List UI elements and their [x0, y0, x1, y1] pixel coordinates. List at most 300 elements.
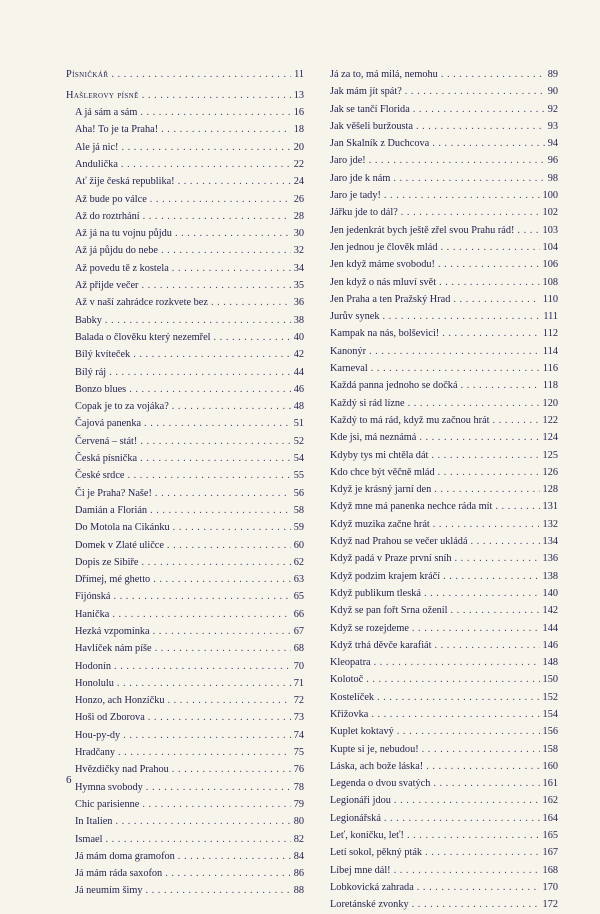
dot-leader [384, 187, 540, 204]
dot-leader [495, 498, 539, 515]
dot-leader [129, 381, 291, 398]
toc-entry-page: 124 [542, 432, 558, 444]
toc-entry-page: 111 [543, 311, 558, 323]
toc-entry-page: 142 [542, 605, 558, 617]
dot-leader [424, 585, 540, 602]
dot-leader [382, 308, 540, 325]
toc-entry-title: Hodonín [75, 660, 112, 672]
dot-leader [153, 571, 290, 588]
toc-entry-title: Když se rozejdeme [330, 622, 409, 634]
toc-entry [66, 260, 304, 277]
toc-entry [330, 447, 558, 464]
toc-entry-page: 90 [547, 86, 558, 98]
dot-leader [168, 692, 291, 709]
dot-leader [150, 502, 291, 519]
toc-entry-title: Když muzika začne hrát [330, 518, 430, 530]
toc-entry-page: 89 [547, 69, 558, 80]
toc-entry-title: Jaro jde k nám [330, 172, 391, 184]
toc-entry-page: 102 [542, 207, 558, 219]
toc-entry-title: Já za to, má milá, nemohu [330, 69, 438, 80]
toc-entry-title: Kleopatra [330, 657, 371, 669]
toc-right-column [330, 66, 558, 914]
toc-entry-title: Honolulu [75, 677, 114, 689]
toc-entry-title: Jářku jde to dál? [330, 207, 398, 219]
dot-leader [178, 848, 291, 865]
toc-entry-page: 131 [542, 501, 558, 513]
toc-entry-title: Já neumím šimy [75, 885, 143, 897]
toc-entry [66, 606, 304, 623]
dot-leader [451, 602, 540, 619]
toc-entry [330, 637, 558, 654]
toc-entry-title: Či je Praha? Naše! [75, 487, 152, 499]
toc-entry-page: 100 [542, 190, 558, 202]
toc-entry-page: 54 [293, 453, 304, 465]
toc-entry-title: Jaro je tady! [330, 190, 381, 202]
toc-entry-page: 128 [542, 484, 558, 496]
toc-entry-title: Jen když o nás mluví svět [330, 276, 437, 288]
toc-entry-page: 118 [542, 380, 558, 392]
toc-entry-page: 162 [542, 795, 558, 807]
toc-entry-page: 68 [293, 643, 304, 655]
toc-entry [66, 415, 304, 432]
toc-entry-page: 154 [542, 708, 558, 720]
dot-leader [133, 346, 291, 363]
toc-entry [330, 654, 558, 671]
toc-entry-title: Legionářská [330, 812, 381, 824]
toc-entry [330, 810, 558, 827]
toc-entry-title: Jen Praha a ten Pražský Hrad [330, 293, 451, 305]
toc-entry-page: 138 [542, 570, 558, 582]
toc-entry [330, 291, 558, 308]
toc-entry-title: Andulička [75, 158, 118, 170]
toc-entry-page: 55 [293, 470, 304, 482]
toc-entry [330, 533, 558, 550]
toc-entry-title: Jan Skalník z Duchcova [330, 138, 430, 150]
dot-leader [165, 865, 290, 882]
toc-entry-page: 42 [293, 349, 304, 361]
toc-entry-title: Každý to má rád, když mu začnou hrát [330, 414, 490, 426]
dot-leader [105, 312, 291, 329]
dot-leader [433, 775, 539, 792]
dot-leader [432, 135, 544, 152]
toc-entry-title: Když nad Prahou se večer ukládá [330, 536, 468, 548]
dot-leader [461, 377, 540, 394]
dot-leader [405, 83, 545, 100]
toc-entry-page: 59 [293, 522, 304, 534]
toc-entry [66, 277, 304, 294]
toc-entry-page: 103 [542, 224, 558, 236]
toc-entry-title: Až já na tu vojnu půjdu [75, 228, 172, 240]
toc-entry-title: Jen když máme svobodu! [330, 259, 435, 271]
dot-leader [161, 242, 291, 259]
toc-entry-title: Ať žije česká republika! [75, 176, 175, 188]
toc-entry-title: Domek v Zlaté uličce [75, 539, 164, 551]
dot-leader [117, 675, 291, 692]
toc-entry-page: 46 [293, 383, 304, 395]
dot-leader [443, 568, 539, 585]
toc-entry-title: Hradčany [75, 747, 116, 759]
toc-entry-page: 126 [542, 466, 558, 478]
toc-entry-title: Kampak na nás, bolševici! [330, 328, 440, 340]
dot-leader [401, 204, 540, 221]
toc-entry [330, 844, 558, 861]
dot-leader [438, 256, 540, 273]
toc-entry-page: 116 [542, 363, 558, 375]
toc-entry-page: 140 [542, 587, 558, 599]
toc-entry-page: 167 [542, 847, 558, 859]
toc-entry-title: Křižovka [330, 708, 369, 720]
toc-entry-page: 80 [293, 816, 304, 828]
dot-leader [121, 139, 290, 156]
toc-entry-title: Láska, ach bože láska! [330, 760, 424, 772]
toc-left-column [66, 66, 304, 900]
toc-entry [66, 294, 304, 311]
toc-entry-title: Leť, koníčku, leť! [330, 830, 404, 842]
dot-leader [111, 66, 291, 83]
toc-entry-title: Jurův synek [330, 311, 380, 323]
toc-entry [330, 274, 558, 291]
toc-entry [66, 467, 304, 484]
toc-entry-page: 76 [293, 764, 304, 776]
toc-entry-page: 160 [542, 760, 558, 772]
toc-entry-page: 60 [293, 539, 304, 551]
toc-entry-title: Lobkovická zahrada [330, 881, 414, 893]
toc-entry [66, 139, 304, 156]
toc-entry-title: Jak mám jít spát? [330, 86, 402, 98]
dot-leader [115, 813, 290, 830]
dot-leader [153, 623, 291, 640]
toc-entry [66, 537, 304, 554]
toc-entry-title: Balada o člověku který nezemřel [75, 331, 211, 343]
toc-entry-page: 62 [293, 556, 304, 568]
dot-leader [413, 101, 545, 118]
dot-leader [142, 87, 291, 104]
toc-entry-title: Hezká vzpomínka [75, 626, 150, 637]
toc-entry-title: Kanonýr [330, 345, 367, 357]
dot-leader [471, 533, 540, 550]
toc-entry [330, 204, 558, 221]
toc-entry [66, 346, 304, 363]
toc-entry-title: Karneval [330, 363, 368, 375]
toc-entry [330, 308, 558, 325]
toc-entry-title: Aha! To je ta Praha! [75, 124, 159, 136]
toc-entry-page: 70 [293, 660, 304, 672]
toc-entry-title: Babky [75, 314, 102, 326]
toc-entry-page: 58 [293, 504, 304, 516]
toc-entry-page: 152 [542, 691, 558, 703]
toc-entry-page: 66 [293, 608, 304, 620]
toc-entry [330, 706, 558, 723]
toc-entry-page: 136 [542, 553, 558, 565]
toc-entry-page: 146 [542, 639, 558, 651]
dot-leader [426, 758, 539, 775]
dot-leader [123, 727, 291, 744]
toc-entry [66, 882, 304, 899]
dot-leader [493, 412, 540, 429]
toc-entry-page: 110 [542, 293, 558, 305]
toc-entry-title: Hvězdičky nad Prahou [75, 764, 169, 776]
toc-entry [330, 429, 558, 446]
dot-leader [408, 395, 540, 412]
toc-entry-page: 82 [293, 833, 304, 845]
dot-leader [146, 882, 291, 899]
toc-entry-title: Když padá v Praze první sníh [330, 553, 452, 565]
dot-leader [377, 689, 540, 706]
toc-entry-page: 158 [542, 743, 558, 755]
toc-entry-page: 75 [293, 747, 304, 759]
toc-entry-title: Letí sokol, pěkný pták [330, 847, 423, 859]
toc-entry-title: Když je krásný jarní den [330, 484, 432, 496]
dot-leader [155, 640, 291, 657]
toc-entry [66, 779, 304, 796]
dot-leader [142, 796, 290, 813]
dot-leader [369, 152, 545, 169]
toc-entry [66, 796, 304, 813]
dot-leader [441, 239, 540, 256]
toc-entry-title: Jaro jde! [330, 155, 366, 167]
toc-entry-page: 51 [293, 418, 304, 430]
dot-leader [431, 447, 539, 464]
toc-entry [66, 675, 304, 692]
toc-entry [330, 343, 558, 360]
dot-leader [112, 606, 290, 623]
toc-entry-title: Česká písnička [75, 453, 138, 465]
toc-entry [330, 550, 558, 567]
toc-entry-page: 134 [542, 536, 558, 548]
toc-entry [66, 398, 304, 415]
toc-entry-title: Jak se tančí Florida [330, 103, 410, 115]
dot-leader [113, 588, 290, 605]
toc-entry-title: České srdce [75, 470, 125, 482]
toc-entry-title: Bílý ráj [75, 366, 107, 378]
toc-entry [66, 865, 304, 882]
toc-entry [66, 381, 304, 398]
dot-leader [172, 761, 291, 778]
toc-entry-page: 79 [293, 798, 304, 810]
toc-entry [66, 709, 304, 726]
toc-entry [66, 156, 304, 173]
dot-leader [178, 173, 291, 190]
dot-leader [384, 810, 540, 827]
toc-entry [330, 187, 558, 204]
dot-leader [453, 291, 540, 308]
toc-entry-title: Písničkář [66, 69, 109, 80]
toc-entry-title: Havlíček nám píše [75, 643, 152, 655]
dot-leader [394, 862, 540, 879]
toc-entry-page: 44 [293, 366, 304, 378]
toc-entry [330, 758, 558, 775]
toc-entry [66, 364, 304, 381]
toc-entry-page: 36 [293, 297, 304, 309]
toc-entry-page: 104 [542, 241, 558, 253]
toc-entry [330, 239, 558, 256]
toc-entry-title: Já mám ráda saxofon [75, 868, 163, 880]
toc-entry-page: 98 [547, 172, 558, 184]
toc-entry [330, 862, 558, 879]
dot-leader [172, 260, 291, 277]
dot-leader [438, 464, 540, 481]
toc-entry-title: In Italien [75, 816, 113, 828]
toc-entry-page: 52 [293, 435, 304, 447]
toc-entry-page: 132 [542, 518, 558, 530]
dot-leader [140, 450, 291, 467]
toc-entry-page: 164 [542, 812, 558, 824]
toc-entry [330, 464, 558, 481]
toc-entry-title: Legenda o dvou svatých [330, 778, 431, 790]
toc-entry-title: Kdo chce být věčně mlád [330, 466, 435, 478]
toc-entry-title: Jen jedenkrát bych ještě zřel svou Prahu rád! [330, 224, 515, 236]
dot-leader [161, 121, 291, 138]
toc-entry-page: 165 [542, 830, 558, 842]
toc-entry-title: Až přijde večer [75, 280, 139, 292]
toc-entry-title: Ismael [75, 833, 103, 845]
toc-entry [66, 588, 304, 605]
toc-entry-title: Hanička [75, 608, 110, 620]
toc-entry-page: 22 [293, 158, 304, 170]
dot-leader [214, 329, 291, 346]
toc-entry-page: 86 [293, 868, 304, 880]
dot-leader [397, 723, 540, 740]
toc-entry [330, 360, 558, 377]
toc-entry-title: Kuplet koktavý [330, 726, 394, 738]
toc-entry-page: 122 [542, 414, 558, 426]
dot-leader [442, 325, 540, 342]
toc-entry [330, 516, 558, 533]
dot-leader [172, 398, 291, 415]
dot-leader [109, 364, 291, 381]
toc-entry-page: 72 [293, 695, 304, 707]
toc-entry [66, 848, 304, 865]
toc-entry [330, 689, 558, 706]
toc-entry-page: 156 [542, 726, 558, 738]
toc-entry-page: 38 [293, 314, 304, 326]
toc-entry [66, 242, 304, 259]
toc-entry [66, 121, 304, 138]
toc-entry-title: Dřímej, mé ghetto [75, 574, 151, 586]
toc-entry-title: Honzo, ach Honzíčku [75, 695, 165, 707]
toc-entry-page: 74 [293, 729, 304, 741]
toc-entry-title: Bonzo blues [75, 383, 127, 395]
toc-entry-title: Ale já nic! [75, 141, 119, 153]
dot-leader [141, 277, 290, 294]
toc-entry [66, 640, 304, 657]
toc-entry [66, 329, 304, 346]
toc-entry-title: Až povedu tě z kostela [75, 262, 169, 274]
toc-entry-title: Když publikum tleská [330, 587, 421, 599]
toc-entry [330, 395, 558, 412]
toc-entry-title: Kolotoč [330, 674, 364, 686]
toc-entry-page: 94 [547, 138, 558, 150]
toc-entry-page: 92 [547, 103, 558, 115]
toc-entry [66, 104, 304, 121]
toc-entry [330, 792, 558, 809]
toc-entry [66, 658, 304, 675]
toc-entry-title: Hou-py-dy [75, 729, 121, 741]
toc-entry-title: Legionáři jdou [330, 795, 391, 807]
toc-entry [66, 66, 304, 83]
dot-leader [167, 537, 291, 554]
toc-entry-title: Kdyby tys mi chtěla dát [330, 449, 429, 461]
toc-entry-title: Já mám doma gramofon [75, 850, 175, 862]
toc-entry-title: Když se pan fořt Srna oženil [330, 605, 448, 617]
toc-entry [66, 208, 304, 225]
dot-leader [374, 654, 540, 671]
toc-entry [330, 101, 558, 118]
dot-leader [422, 741, 540, 758]
toc-entry-title: Až do roztrhání [75, 210, 140, 222]
toc-entry [66, 225, 304, 242]
toc-entry-title: A já sám a sám [75, 107, 138, 119]
toc-entry-title: Až v naší zahrádce rozkvete bez [75, 297, 208, 309]
dot-leader [412, 620, 540, 637]
dot-leader [173, 519, 291, 536]
dot-leader [441, 66, 545, 83]
toc-entry [66, 450, 304, 467]
toc-entry [66, 813, 304, 830]
toc-entry-page: 84 [293, 850, 304, 862]
toc-entry-page: 96 [547, 155, 558, 167]
toc-entry-page: 71 [293, 677, 304, 689]
dot-leader [118, 744, 291, 761]
dot-leader [105, 831, 290, 848]
toc-entry-page: 13 [293, 89, 304, 101]
dot-leader [407, 827, 540, 844]
toc-entry-page: 28 [293, 210, 304, 222]
dot-leader [369, 343, 540, 360]
toc-entry-page: 93 [547, 120, 558, 132]
toc-entry [330, 585, 558, 602]
toc-entry-title: Až bude po válce [75, 193, 147, 205]
toc-entry [330, 222, 558, 239]
toc-entry-title: Když trhá děvče karafiát [330, 639, 432, 651]
toc-entry-page: 26 [293, 193, 304, 205]
toc-entry-page: 120 [542, 397, 558, 409]
dot-leader [393, 170, 544, 187]
dot-leader [425, 844, 539, 861]
toc-entry-page: 35 [293, 280, 304, 292]
toc-entry [330, 827, 558, 844]
toc-entry-title: Každý si rád lízne [330, 397, 405, 409]
dot-leader [416, 118, 545, 135]
toc-entry [330, 66, 558, 83]
dot-leader [114, 658, 291, 675]
toc-entry-page: 18 [293, 124, 304, 136]
toc-entry [330, 118, 558, 135]
dot-leader [148, 709, 291, 726]
toc-entry-title: Dopis ze Sibiře [75, 556, 139, 568]
toc-entry [330, 723, 558, 740]
toc-entry-title: Copak je to za vojáka? [75, 401, 169, 413]
toc-entry [330, 135, 558, 152]
toc-entry [66, 485, 304, 502]
toc-entry [330, 620, 558, 637]
dot-leader [434, 481, 539, 498]
toc-entry-page: 32 [293, 245, 304, 257]
toc-entry [330, 256, 558, 273]
toc-entry [66, 571, 304, 588]
dot-leader [439, 274, 539, 291]
toc-entry-page: 144 [542, 622, 558, 634]
toc-entry-page: 125 [542, 449, 558, 461]
toc-entry-title: Hašlerovy písně [66, 89, 139, 101]
toc-entry-title: Kde jsi, má neznámá [330, 432, 417, 444]
toc-entry-title: Do Motola na Cikánku [75, 522, 170, 534]
toc-entry [66, 519, 304, 536]
toc-entry [330, 170, 558, 187]
toc-entry-title: Loretánské zvonky [330, 899, 409, 911]
toc-entry-title: Když mne má panenka nechce ráda mít [330, 501, 493, 513]
page-number: 6 [66, 774, 72, 786]
